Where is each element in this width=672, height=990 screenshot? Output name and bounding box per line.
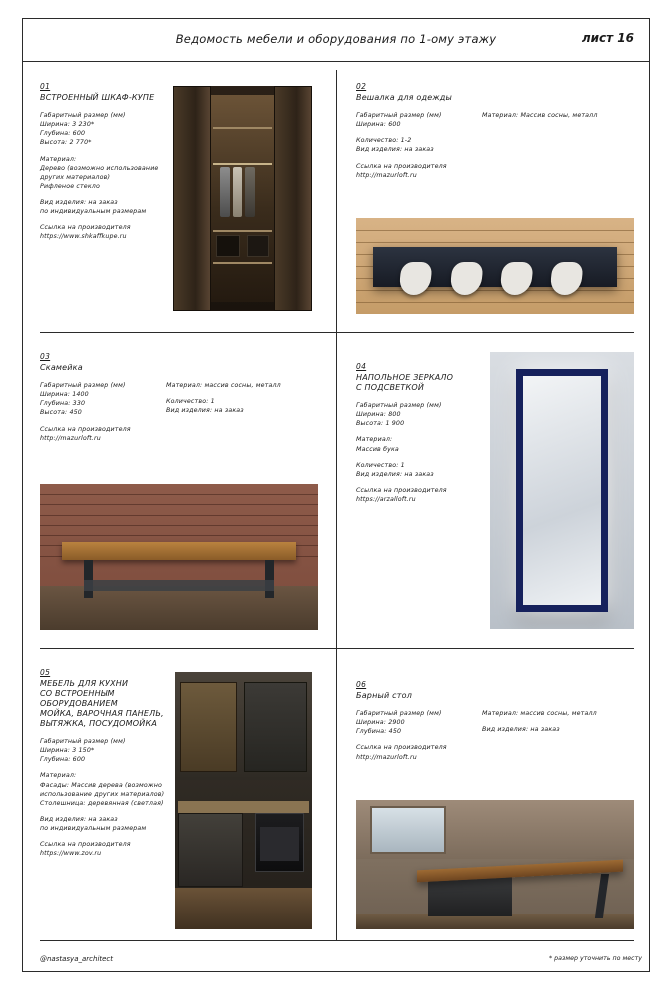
item-number: 02 xyxy=(356,82,367,91)
dims-width: Ширина: 2900 xyxy=(356,719,405,727)
item-title: ВСТРОЕННЫЙ ШКАФ-КУПЕ xyxy=(40,93,155,102)
dims-width: Ширина: 600 xyxy=(356,121,401,129)
item-specs xyxy=(356,111,634,187)
production-note: по индивидуальным размерам xyxy=(40,208,147,216)
footer-author: @nastasya_architect xyxy=(40,955,114,963)
item-number: 06 xyxy=(356,680,367,689)
manufacturer-link[interactable]: https://arzalloft.ru xyxy=(356,496,416,503)
dims-label: Габаритный размер (мм) xyxy=(356,112,442,119)
item-title xyxy=(356,373,491,393)
dims-width: Ширина: 800 xyxy=(356,411,401,419)
production-label: Вид изделия: на заказ xyxy=(356,146,434,154)
production-note: по индивидуальным размерам xyxy=(40,825,147,832)
link-label: Ссылка на производителя xyxy=(40,841,131,849)
manufacturer-link[interactable]: https://www.shkaffkupe.ru xyxy=(40,233,127,241)
vertical-divider xyxy=(336,70,337,940)
material-line-1: Дерево (возможно использование xyxy=(40,164,159,172)
mirror-photo xyxy=(490,352,634,629)
wardrobe-photo xyxy=(173,86,312,311)
item-title: Скамейка xyxy=(40,363,83,372)
material-label: Материал: xyxy=(356,436,393,444)
dims-label: Габаритный размер (мм) xyxy=(40,738,126,745)
material-line-3: Рифленое стекло xyxy=(40,182,100,190)
manufacturer-link[interactable]: https://www.zov.ru xyxy=(40,850,102,858)
coat-hanger-photo xyxy=(356,218,634,314)
manufacturer-link[interactable]: http://mazurloft.ru xyxy=(40,434,101,442)
item-specs xyxy=(356,709,634,769)
item-title-line-4: ВЫТЯЖКА, ПОСУДОМОЙКА xyxy=(40,719,157,728)
item-title-line-2: СО ВСТРОЕННЫМ ОБОРУДОВАНИЕМ xyxy=(40,689,118,708)
item-04 xyxy=(356,362,491,511)
material-value: массив сосны, металл xyxy=(204,382,281,389)
material-label: Материал: xyxy=(40,155,77,163)
dims-label: Габаритный размер (мм) xyxy=(40,382,126,389)
manufacturer-link[interactable]: http://mazurloft.ru xyxy=(356,753,417,761)
item-01 xyxy=(40,82,170,249)
item-title xyxy=(40,679,175,729)
material-value: Массив сосны, металл xyxy=(520,112,598,119)
material-value: Материал: массив сосны, металл xyxy=(482,710,597,717)
item-title: Барный стол xyxy=(356,691,413,700)
link-label: Ссылка на производителя xyxy=(40,425,131,433)
item-06 xyxy=(356,680,634,769)
dims-height: Высота: 450 xyxy=(40,409,82,417)
dims-label: Габаритный размер (мм) xyxy=(356,402,442,409)
dims-depth: Глубина: 450 xyxy=(356,728,402,736)
item-05 xyxy=(40,668,175,865)
production-label: Вид изделия: на заказ xyxy=(482,726,560,734)
material-line-3: Столешница: деревянная (светлая) xyxy=(40,799,164,807)
item-number: 03 xyxy=(40,352,51,361)
item-specs xyxy=(40,381,318,450)
item-title-line-1: НАПОЛЬНОЕ ЗЕРКАЛО xyxy=(356,373,454,382)
material-line-2: использование других материалов) xyxy=(40,790,165,798)
row-divider-1 xyxy=(40,332,634,333)
sheet-number: лист 16 xyxy=(581,31,634,45)
dims-depth: Глубина: 600 xyxy=(40,756,86,764)
production-label: Вид изделия: на заказ xyxy=(40,815,118,823)
material-value: Массив бука xyxy=(356,445,399,453)
row-divider-3 xyxy=(40,940,634,941)
item-number: 01 xyxy=(40,82,51,91)
material-label: Материал: xyxy=(482,112,519,119)
link-label: Ссылка на производителя xyxy=(356,486,447,494)
material-label: Материал: xyxy=(166,382,203,389)
manufacturer-link[interactable]: http://mazurloft.ru xyxy=(356,171,417,179)
quantity: Количество: 1 xyxy=(356,461,405,469)
bench-photo xyxy=(40,484,318,630)
item-title-line-1: МЕБЕЛЬ ДЛЯ КУХНИ xyxy=(40,679,129,688)
material-line-2: других материалов) xyxy=(40,173,111,181)
link-label: Ссылка на производителя xyxy=(356,162,447,170)
item-03 xyxy=(40,352,318,450)
dims-depth: Глубина: 330 xyxy=(40,400,86,408)
production-label: Вид изделия: на заказ xyxy=(356,470,434,478)
material-label: Материал: xyxy=(40,772,77,780)
dims-width: Ширина: 3 230* xyxy=(40,121,95,129)
page-title: Ведомость мебели и оборудования по 1-ому этажу xyxy=(175,32,497,46)
page-header xyxy=(22,18,650,62)
item-number: 05 xyxy=(40,668,51,677)
kitchen-photo xyxy=(175,672,312,929)
production-label: Вид изделия: на заказ xyxy=(40,199,118,206)
dims-width: Ширина: 1400 xyxy=(40,391,89,399)
item-number: 04 xyxy=(356,362,367,371)
link-label: Ссылка на производителя xyxy=(356,744,447,752)
dims-label: Габаритный размер (мм) xyxy=(40,112,126,119)
item-02 xyxy=(356,82,634,187)
dims-width: Ширина: 3 150* xyxy=(40,747,95,755)
quantity: Количество: 1-2 xyxy=(356,137,412,145)
dims-depth: Глубина: 600 xyxy=(40,130,86,138)
item-specs xyxy=(356,401,491,504)
dims-height: Высота: 1 900 xyxy=(356,420,405,428)
production-label: Вид изделия: на заказ xyxy=(166,407,244,415)
bar-table-photo xyxy=(356,800,634,929)
footer-note: * размер уточнить по месту xyxy=(549,955,642,962)
dims-label: Габаритный размер (мм) xyxy=(356,710,442,717)
item-specs xyxy=(40,111,170,242)
row-divider-2 xyxy=(40,648,634,649)
link-label: Ссылка на производителя xyxy=(40,224,131,232)
item-title: Вешалка для одежды xyxy=(356,93,453,102)
item-title-line-3: МОЙКА, ВАРОЧНАЯ ПАНЕЛЬ, xyxy=(40,709,164,718)
item-title-line-2: С ПОДСВЕТКОЙ xyxy=(356,383,425,392)
quantity: Количество: 1 xyxy=(166,398,215,406)
material-line-1: Фасады: Массив дерева (возможно xyxy=(40,781,163,789)
item-specs xyxy=(40,737,175,858)
dims-height: Высота: 2 770* xyxy=(40,139,92,147)
